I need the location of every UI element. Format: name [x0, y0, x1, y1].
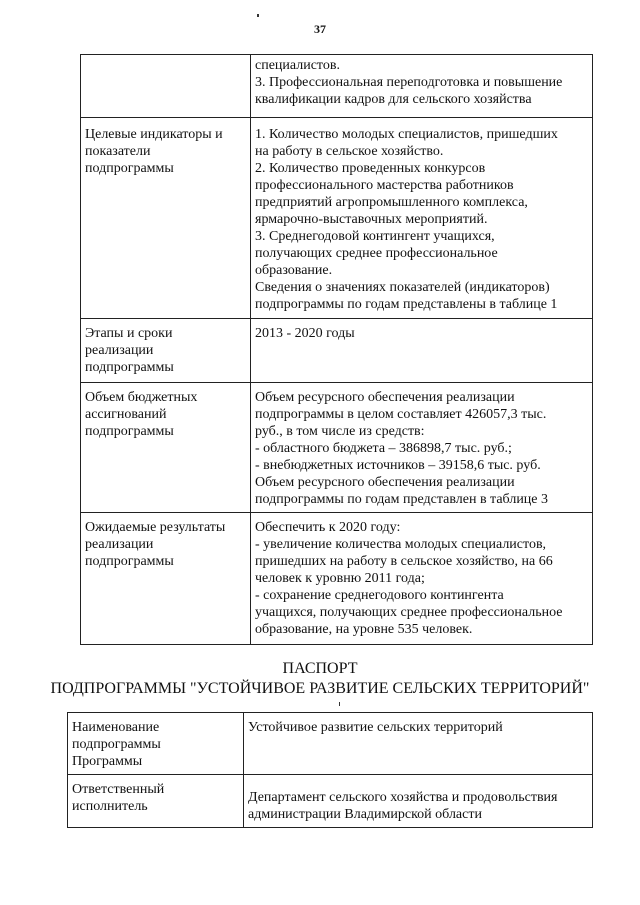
text-line: человек к уровню 2011 года; [255, 571, 425, 586]
text-line: администрации Владимирской области [248, 807, 482, 822]
row-value-cell [251, 513, 593, 645]
text-line: подпрограммы [85, 424, 174, 439]
row-label-cell [81, 383, 251, 513]
rural-development-passport-table [67, 712, 593, 828]
text-line: 2. Количество проведенных конкурсов [255, 161, 486, 176]
text-line: - сохранение среднегодового контингента [255, 588, 504, 603]
text-line: Объем бюджетных [85, 390, 198, 405]
page-number: 37 [314, 22, 326, 36]
row-label-cell [68, 775, 244, 828]
row-value-cell [251, 319, 593, 383]
text-line: образование, на уровне 535 человек. [255, 622, 473, 637]
row-label-cell [81, 319, 251, 383]
text-line: Этапы и сроки [85, 326, 173, 341]
text-line: подпрограммы [85, 360, 174, 375]
text-line: показатели [85, 144, 151, 159]
text-line: подпрограммы по годам представлен в таблице 3 [255, 492, 549, 507]
text-line: Программы [72, 754, 143, 769]
text-line: 1. Количество молодых специалистов, пришедших [255, 127, 558, 142]
scan-speck [339, 702, 340, 706]
scan-speck [257, 14, 259, 17]
table-row [81, 383, 593, 513]
text-line: Обеспечить к 2020 году: [255, 520, 401, 535]
text-line: реализации [85, 537, 154, 552]
text-line: Объем ресурсного обеспечения реализации [255, 390, 515, 405]
text-line: подпрограммы в целом составляет 426057,3 тыс. [255, 407, 547, 422]
text-line: Наименование [72, 720, 160, 735]
text-line: 3. Профессиональная переподготовка и повышение [255, 75, 563, 90]
text-line: учащихся, получающих среднее профессиональное [255, 605, 563, 620]
text-line: руб., в том числе из средств: [255, 424, 425, 439]
text-line: профессионального мастерства работников [255, 178, 514, 193]
text-line: ярмарочно-выставочных мероприятий. [255, 212, 488, 227]
text-line: подпрограммы [85, 161, 174, 176]
table-row [81, 319, 593, 383]
row-value-cell [244, 713, 593, 775]
subprogram-passport-table-continued [80, 54, 593, 645]
table-row [81, 55, 593, 118]
text-line: подпрограммы по годам представлены в таблице 1 [255, 297, 558, 312]
text-line: ассигнований [85, 407, 167, 422]
text-line: получающих среднее профессиональное [255, 246, 498, 261]
row-value-cell [251, 383, 593, 513]
text-line: Целевые индикаторы и [85, 127, 223, 142]
text-line: 3. Среднегодовой контингент учащихся, [255, 229, 495, 244]
text-line: Устойчивое развитие сельских территорий [248, 720, 503, 735]
text-line: - областного бюджета – 386898,7 тыс. руб.; [255, 441, 512, 456]
text-line: 2013 - 2020 годы [255, 326, 355, 341]
text-line: исполнитель [72, 799, 148, 814]
row-label-cell [81, 118, 251, 319]
text-line: - внебюджетных источников – 39158,6 тыс. руб. [255, 458, 541, 473]
text-line: подпрограммы [72, 737, 161, 752]
row-value-cell [244, 775, 593, 828]
section-heading-subprogram: ПОДПРОГРАММЫ "УСТОЙЧИВОЕ РАЗВИТИЕ СЕЛЬСКИХ ТЕРРИТОРИЙ" [50, 680, 590, 697]
text-line: предприятий агропромышленного комплекса, [255, 195, 528, 210]
text-line: Департамент сельского хозяйства и продовольствия [248, 790, 558, 805]
text-line: квалификации кадров для сельского хозяйства [255, 92, 532, 107]
table-row [81, 513, 593, 645]
text-line: образование. [255, 263, 333, 278]
text-line: подпрограммы [85, 554, 174, 569]
text-line: на работу в сельское хозяйство. [255, 144, 444, 159]
row-label-cell [81, 513, 251, 645]
text-line: - увеличение количества молодых специалистов, [255, 537, 547, 552]
row-label-cell [68, 713, 244, 775]
section-heading-passport: ПАСПОРТ [282, 660, 358, 677]
text-line: пришедших на работу в сельское хозяйство, на 66 [255, 554, 553, 569]
text-line: реализации [85, 343, 154, 358]
text-line: Ответственный [72, 782, 165, 797]
text-line: Сведения о значениях показателей (индикаторов) [255, 280, 550, 295]
text-line: Ожидаемые результаты [85, 520, 226, 535]
text-line: специалистов. [255, 58, 340, 73]
row-value-cell [251, 118, 593, 319]
table-row [81, 118, 593, 319]
text-line: Объем ресурсного обеспечения реализации [255, 475, 515, 490]
table-row [68, 713, 593, 775]
table-row [68, 775, 593, 828]
row-label-cell [81, 55, 251, 118]
row-value-cell [251, 55, 593, 118]
